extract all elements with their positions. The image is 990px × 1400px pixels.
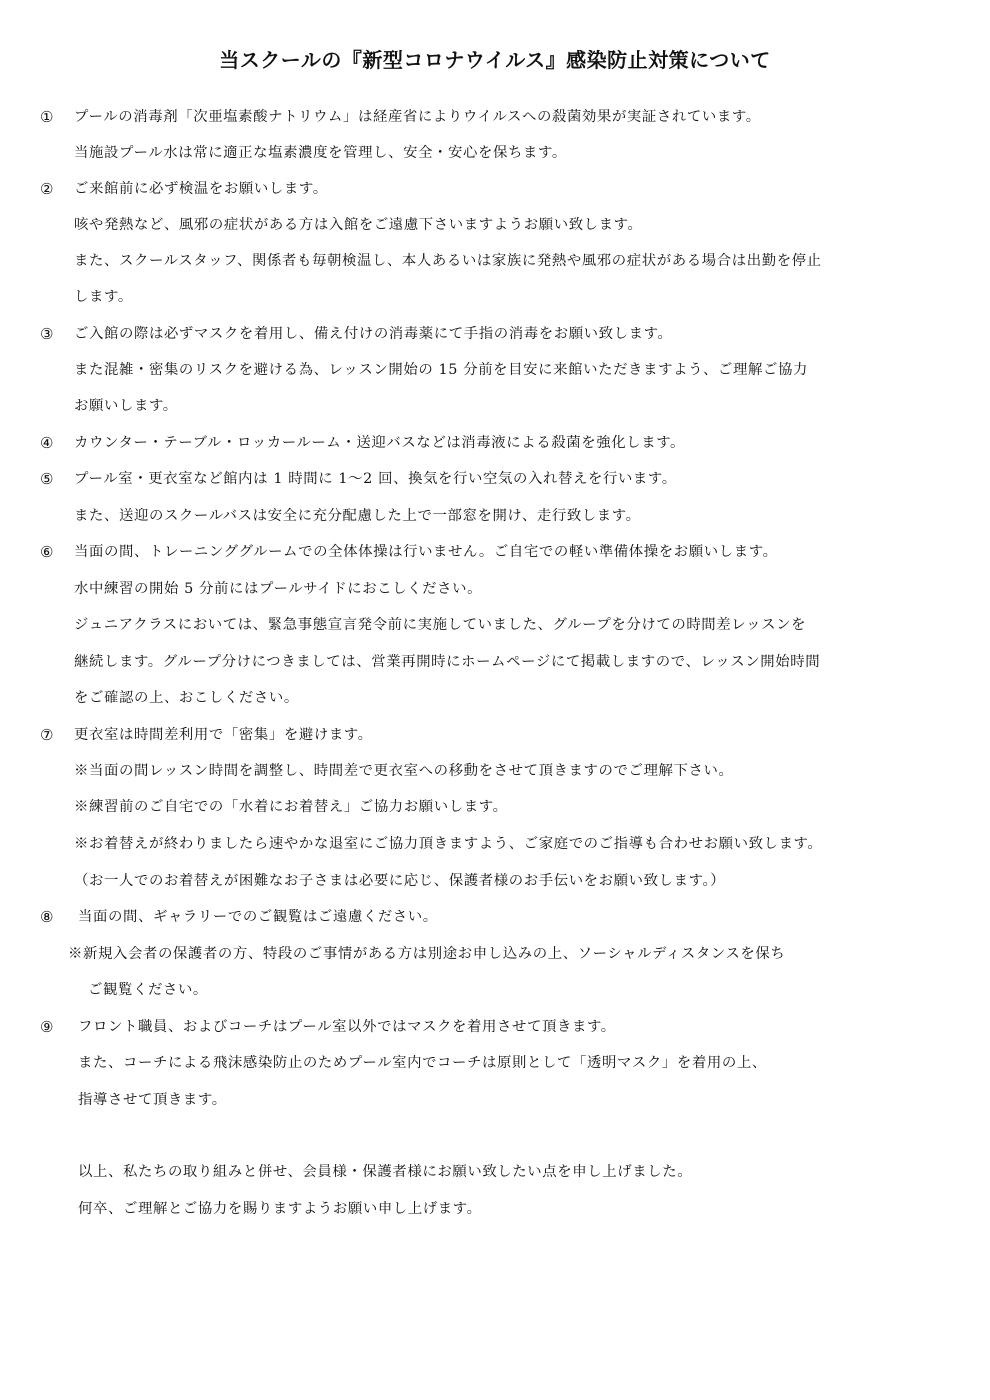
item-line: 当面の間、トレーニンググルームでの全体体操は行いません。ご自宅での軽い準備体操をお願いします。	[74, 544, 778, 560]
item-line: ※新規入会者の保護者の方、特段のご事情がある方は別途お申し込みの上、ソーシャルディスタンスを保ち	[68, 946, 786, 962]
item-line: します。	[74, 289, 133, 305]
item-line: 咳や発熱など、風邪の症状がある方は入館をご遠慮下さいますようお願い致します。	[74, 217, 643, 233]
item-line: 更衣室は時間差利用で「密集」を避けます。	[74, 727, 373, 743]
item-line: 継続します。グループ分けにつきましては、営業再開時にホームページにて掲載しますので、レッスン開始時間	[74, 654, 821, 670]
item-line: ※当面の間レッスン時間を調整し、時間差で更衣室への移動をさせて頂きますのでご理解下さい。	[74, 763, 734, 779]
item-line: （お一人でのお着替えが困難なお子さまは必要に応じ、保護者様のお手伝いをお願い致します。）	[74, 873, 726, 889]
item-line: 当施設プール水は常に適正な塩素濃度を管理し、安全・安心を保ちます。	[74, 145, 567, 161]
item-line: カウンター・テーブル・ロッカールーム・送迎バスなどは消毒液による殺菌を強化します。	[74, 435, 686, 451]
item-number: ⑧	[40, 908, 54, 926]
item-number: ⑤	[40, 470, 54, 488]
item-line: 当面の間、ギャラリーでのご観覧はご遠慮ください。	[78, 909, 438, 925]
item-line: フロント職員、およびコーチはプール室以外ではマスクを着用させて頂きます。	[78, 1019, 616, 1035]
item-number: ④	[40, 434, 54, 452]
item-line: ご入館の際は必ずマスクを着用し、備え付けの消毒薬にて手指の消毒をお願い致します。	[74, 326, 673, 342]
item-number: ③	[40, 325, 54, 343]
item-line: ジュニアクラスにおいては、緊急事態宣言発令前に実施していました、グループを分けての時間差レッスンを	[74, 617, 807, 633]
item-line: また、送迎のスクールバスは安全に充分配慮した上で一部窓を開け、走行致します。	[74, 508, 641, 524]
item-line: ご観覧ください。	[88, 982, 208, 998]
item-line: プール室・更衣室など館内は 1 時間に 1～2 回、換気を行い空気の入れ替えを行います。	[74, 471, 677, 487]
item-line: 指導させて頂きます。	[78, 1092, 227, 1108]
item-line: ※練習前のご自宅での「水着にお着替え」ご協力お願いします。	[74, 799, 508, 815]
page-title: 当スクールの『新型コロナウイルス』感染防止対策について	[219, 48, 771, 72]
item-line: ご来館前に必ず検温をお願いします。	[74, 181, 328, 197]
item-line: をご確認の上、おこしください。	[74, 690, 299, 706]
item-number: ⑥	[40, 543, 54, 561]
item-number: ①	[40, 108, 54, 126]
closing-line: 以上、私たちの取り組みと併せ、会員様・保護者様にお願い致したい点を申し上げました。	[78, 1164, 693, 1180]
closing-line: 何卒、ご理解とご協力を賜りますようお願い申し上げます。	[78, 1201, 482, 1217]
item-line: プールの消毒剤「次亜塩素酸ナトリウム」は経産省によりウイルスへの殺菌効果が実証されています。	[74, 109, 761, 125]
item-line: 水中練習の開始 5 分前にはプールサイドにおこしください。	[74, 581, 483, 597]
item-line: また、スクールスタッフ、関係者も毎朝検温し、本人あるいは家族に発熱や風邪の症状がある場合は出勤を停止	[74, 253, 822, 269]
item-number: ②	[40, 180, 54, 198]
item-line: ※お着替えが終わりましたら速やかな退室にご協力頂きますよう、ご家庭でのご指導も合わせお願い致します。	[74, 836, 823, 852]
item-number: ⑨	[40, 1018, 54, 1036]
item-line: お願いします。	[74, 398, 178, 414]
item-line: また、コーチによる飛沫感染防止のためプール室内でコーチは原則として「透明マスク」を着用の上、	[78, 1055, 767, 1071]
item-line: また混雑・密集のリスクを避ける為、レッスン開始の 15 分前を目安に来館いただきますよう、ご理解ご協力	[74, 362, 808, 378]
item-number: ⑦	[40, 726, 54, 744]
